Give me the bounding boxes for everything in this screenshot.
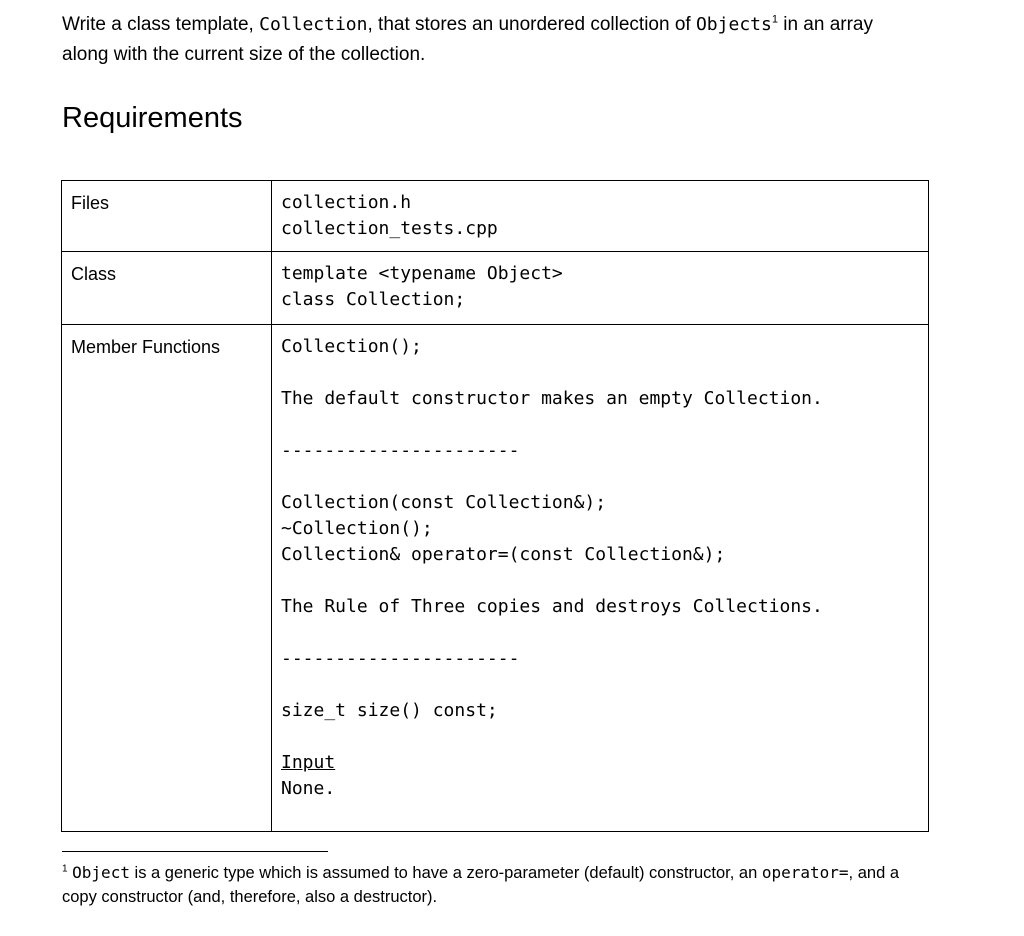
table-row-files bbox=[62, 181, 929, 252]
table-row-member-functions bbox=[62, 325, 929, 832]
intro-text-before: Write a class template, bbox=[62, 14, 260, 35]
files-line: collection.h bbox=[281, 192, 412, 213]
default-constructor-description: The default constructor makes an empty Collection. bbox=[281, 388, 823, 409]
copy-constructor-signature: Collection(const Collection&); bbox=[281, 492, 607, 513]
footnote-text-2: , and a copy constructor (and, therefore, also a destructor). bbox=[62, 864, 900, 906]
requirements-table bbox=[61, 180, 929, 832]
member-functions-value bbox=[272, 325, 929, 832]
section-heading: Requirements bbox=[62, 102, 243, 134]
class-declaration-line: template <typename Object> bbox=[281, 263, 563, 284]
footnote bbox=[62, 861, 922, 909]
class-value bbox=[272, 252, 929, 325]
intro-text-after: in an array along with the current size of the collection. bbox=[62, 14, 873, 65]
files-value bbox=[272, 181, 929, 252]
footnote-divider bbox=[62, 851, 328, 852]
input-value: None. bbox=[281, 778, 336, 799]
size-signature: size_t size() const; bbox=[281, 700, 498, 721]
intro-paragraph bbox=[62, 10, 922, 70]
default-constructor-signature: Collection(); bbox=[281, 336, 422, 357]
files-line: collection_tests.cpp bbox=[281, 218, 498, 239]
rule-of-three-description: The Rule of Three copies and destroys Collections. bbox=[281, 596, 823, 617]
footnote-object-type: Object bbox=[72, 863, 130, 882]
separator-line: ---------------------- bbox=[281, 440, 520, 461]
footnote-marker: 1 bbox=[62, 863, 68, 875]
assignment-operator-signature: Collection& operator=(const Collection&); bbox=[281, 544, 726, 565]
member-functions-label: Member Functions bbox=[62, 325, 272, 832]
intro-object-type: Objects bbox=[695, 14, 772, 35]
destructor-signature: ~Collection(); bbox=[281, 518, 433, 539]
footnote-operator: operator= bbox=[761, 863, 849, 882]
input-heading: Input bbox=[281, 752, 336, 773]
footnote-reference[interactable]: 1 bbox=[771, 13, 778, 26]
table-row-class bbox=[62, 252, 929, 325]
intro-class-name: Collection bbox=[259, 14, 368, 35]
separator-line: ---------------------- bbox=[281, 648, 520, 669]
files-label: Files bbox=[62, 181, 272, 252]
class-declaration-line: class Collection; bbox=[281, 289, 466, 310]
footnote-text-1: is a generic type which is assumed to have a zero-parameter (default) constructor, an bbox=[129, 864, 762, 882]
class-label: Class bbox=[62, 252, 272, 325]
intro-text-middle: , that stores an unordered collection of bbox=[367, 14, 696, 35]
